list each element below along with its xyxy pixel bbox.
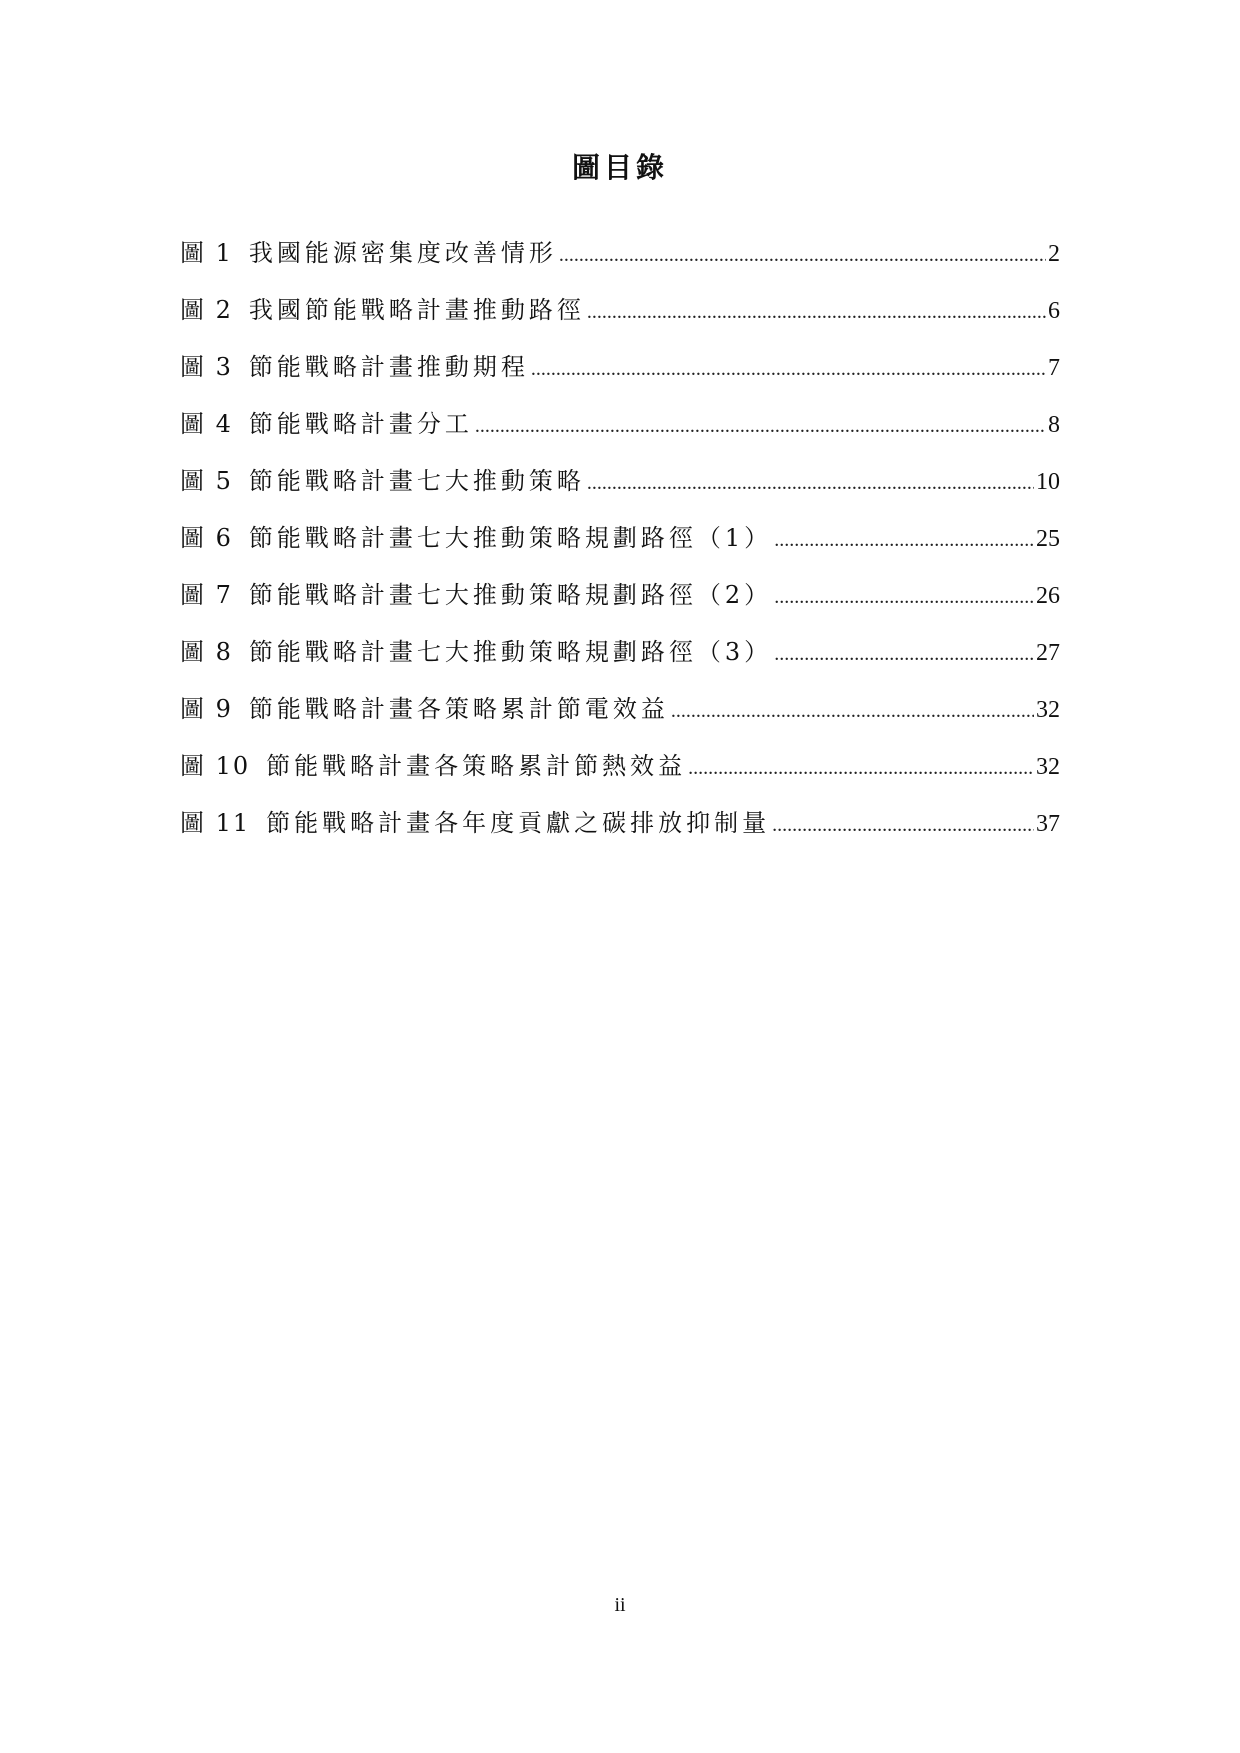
page-reference: 37: [1036, 811, 1060, 837]
dot-leader: [688, 753, 1034, 783]
toc-entry[interactable]: [180, 637, 1060, 694]
figure-title: 節能戰略計畫各策略累計節熱效益: [266, 752, 687, 780]
figure-label: 圖 9: [180, 695, 233, 723]
figure-title: 節能戰略計畫七大推動策略規劃路徑（1）: [248, 524, 773, 552]
page-reference: 25: [1036, 526, 1060, 552]
figure-label: 圖 4: [180, 410, 233, 438]
footer-page-number: ii: [614, 1594, 626, 1616]
figure-title: 節能戰略計畫七大推動策略規劃路徑（2）: [248, 581, 773, 609]
figure-label: 圖 1: [180, 239, 233, 267]
figure-label: 圖 3: [180, 353, 233, 381]
dot-leader: [774, 582, 1034, 612]
figure-label: 圖 10: [180, 752, 251, 780]
figure-title: 我國能源密集度改善情形: [248, 239, 557, 267]
toc-entry[interactable]: [180, 694, 1060, 751]
figure-title: 我國節能戰略計畫推動路徑: [248, 296, 585, 324]
page-reference: 26: [1036, 583, 1060, 609]
figure-label: 圖 11: [180, 809, 251, 837]
dot-leader: [559, 240, 1046, 270]
dot-leader: [671, 696, 1034, 726]
figure-list: [180, 238, 1060, 865]
dot-leader: [531, 354, 1046, 384]
toc-entry[interactable]: [180, 580, 1060, 637]
figure-label: 圖 6: [180, 524, 233, 552]
toc-entry[interactable]: [180, 352, 1060, 409]
page-title: 圖目錄: [571, 151, 668, 184]
figure-label: 圖 2: [180, 296, 233, 324]
figure-label: 圖 8: [180, 638, 233, 666]
dot-leader: [772, 810, 1034, 840]
dot-leader: [587, 297, 1046, 327]
page-reference: 27: [1036, 640, 1060, 666]
page-reference: 7: [1048, 355, 1060, 381]
figure-title: 節能戰略計畫各年度貢獻之碳排放抑制量: [266, 809, 771, 837]
toc-entry[interactable]: [180, 295, 1060, 352]
dot-leader: [475, 411, 1046, 441]
toc-entry[interactable]: [180, 409, 1060, 466]
dot-leader: [587, 468, 1034, 498]
figure-title: 節能戰略計畫各策略累計節電效益: [248, 695, 669, 723]
figure-title: 節能戰略計畫七大推動策略規劃路徑（3）: [248, 638, 773, 666]
figure-title: 節能戰略計畫分工: [248, 410, 473, 438]
figure-title: 節能戰略計畫七大推動策略: [248, 467, 585, 495]
page-reference: 2: [1048, 241, 1060, 267]
dot-leader: [774, 639, 1034, 669]
page-reference: 32: [1036, 754, 1060, 780]
toc-entry[interactable]: [180, 523, 1060, 580]
page-reference: 10: [1036, 469, 1060, 495]
toc-entry[interactable]: [180, 238, 1060, 295]
figure-label: 圖 5: [180, 467, 233, 495]
page-reference: 6: [1048, 298, 1060, 324]
toc-entry[interactable]: [180, 808, 1060, 865]
toc-entry[interactable]: [180, 466, 1060, 523]
page-reference: 8: [1048, 412, 1060, 438]
page-reference: 32: [1036, 697, 1060, 723]
toc-entry[interactable]: [180, 751, 1060, 808]
figure-title: 節能戰略計畫推動期程: [248, 353, 529, 381]
dot-leader: [774, 525, 1034, 555]
figure-label: 圖 7: [180, 581, 233, 609]
